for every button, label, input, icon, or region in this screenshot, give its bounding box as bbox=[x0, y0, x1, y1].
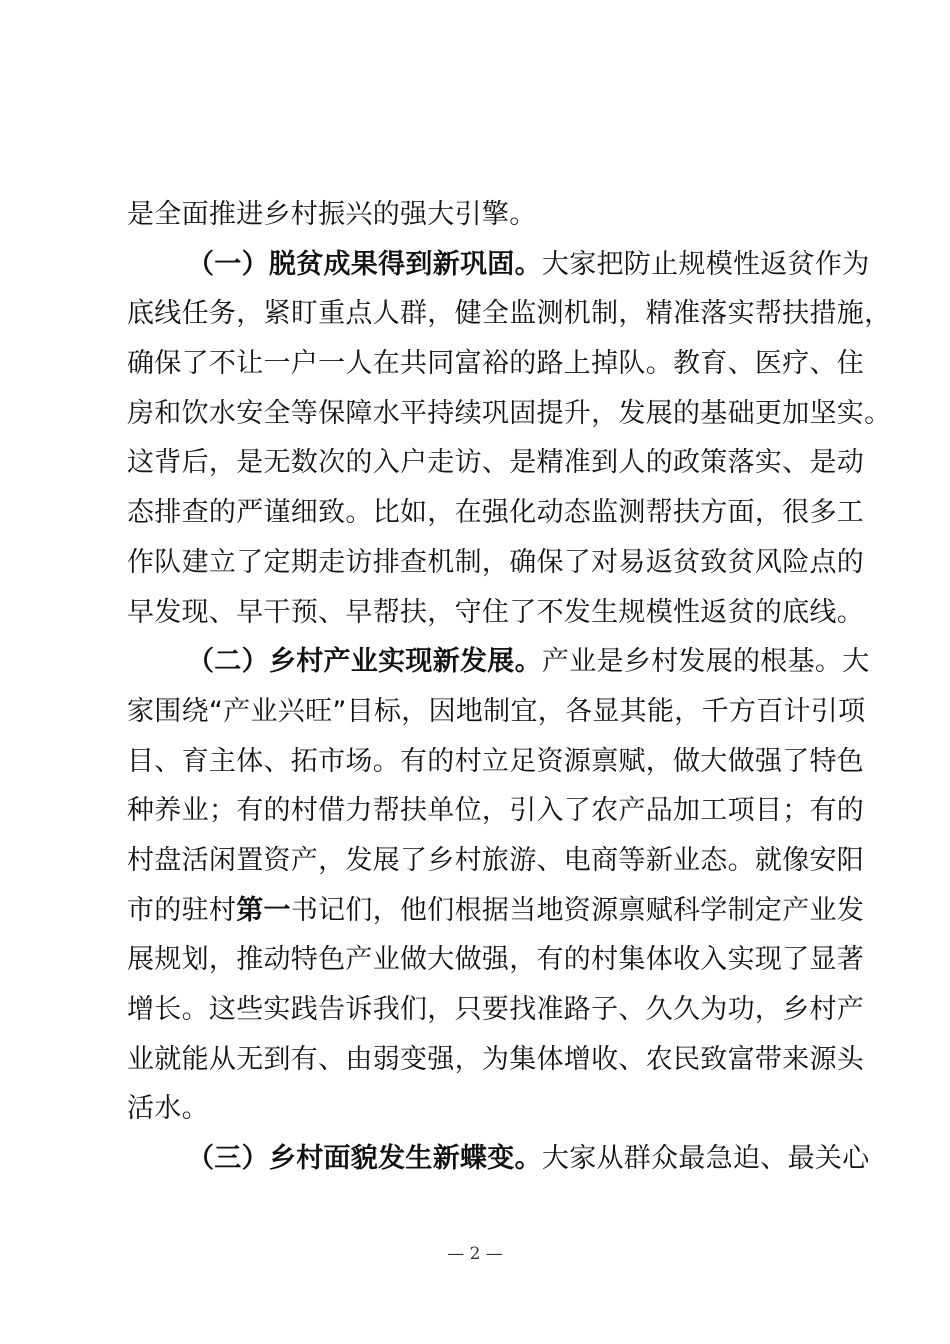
line-text: 种养业；有的村借力帮扶单位，引入了农产品加工项目；有的 bbox=[127, 795, 865, 827]
section-heading-line bbox=[127, 1134, 870, 1184]
line-text: 书记们，他们根据当地资源禀赋科学制定产业发 bbox=[290, 894, 865, 926]
line-text: 产业是乡村发展的根基。大 bbox=[541, 646, 870, 678]
line-text: 大家把防止规模性返贫作为 bbox=[541, 248, 870, 280]
line-text: 市的驻村 bbox=[127, 894, 237, 926]
line-text: 这背后，是无数次的入户走访、是精准到人的政策落实、是动 bbox=[127, 447, 865, 479]
text-line bbox=[127, 886, 865, 936]
text-line bbox=[127, 488, 865, 538]
line-text: 早发现、早干预、早帮扶，守住了不发生规模性返贫的底线。 bbox=[127, 596, 865, 628]
text-line bbox=[127, 836, 865, 886]
line-text: 作队建立了定期走访排查机制，确保了对易返贫致贫风险点的 bbox=[127, 546, 865, 578]
line-text: 活水。 bbox=[127, 1093, 209, 1125]
section-heading-2: （二）乡村产业实现新发展。 bbox=[187, 646, 542, 678]
line-text: 是全面推进乡村振兴的强大引擎。 bbox=[127, 199, 537, 230]
line-text: 村盘活闲置资产，发展了乡村旅游、电商等新业态。就像安阳 bbox=[127, 844, 865, 876]
text-line bbox=[127, 687, 866, 737]
line-text: 态排查的严谨细致。比如，在强化动态监测帮扶方面，很多工 bbox=[127, 497, 865, 529]
line-text: 确保了不让一户一人在共同富裕的路上掉队。教育、医疗、住 bbox=[127, 348, 865, 380]
line-text: 房和饮水安全等保障水平持续巩固提升，发展的基础更加坚实。 bbox=[127, 397, 892, 429]
text-line bbox=[127, 538, 865, 588]
section-heading-line bbox=[127, 637, 870, 687]
section-heading-3: （三）乡村面貌发生新蝶变。 bbox=[187, 1143, 542, 1175]
page-number: — 2 — bbox=[447, 1244, 503, 1264]
text-line bbox=[127, 1035, 865, 1085]
text-line bbox=[127, 786, 865, 836]
line-text: 大家从群众最急迫、最关心 bbox=[541, 1143, 870, 1175]
section-heading-line bbox=[127, 240, 870, 290]
line-text: 增长。这些实践告诉我们，只要找准路子、久久为功，乡村产 bbox=[127, 994, 865, 1025]
body-text bbox=[127, 190, 892, 1184]
line-text: 业就能从无到有、由弱变强，为集体增收、农民致富带来源头 bbox=[127, 1043, 865, 1075]
text-line bbox=[127, 985, 865, 1035]
text-line bbox=[127, 389, 892, 439]
text-line bbox=[127, 1084, 849, 1134]
text-line bbox=[127, 339, 865, 389]
section-heading-1: （一）脱贫成果得到新巩固。 bbox=[187, 248, 542, 280]
text-line bbox=[127, 438, 865, 488]
text-line bbox=[127, 190, 849, 240]
text-line bbox=[127, 289, 892, 339]
line-text: 底线任务，紧盯重点人群，健全监测机制，精准落实帮扶措施， bbox=[127, 298, 892, 330]
text-line bbox=[127, 935, 865, 985]
line-text: 目、育主体、拓市场。有的村立足资源禀赋，做大做强了特色 bbox=[127, 745, 865, 777]
text-line bbox=[127, 588, 865, 638]
line-text: 家围绕“产业兴旺”目标，因地制宜，各显其能，千方百计引项 bbox=[127, 695, 866, 727]
line-text: 展规划，推动特色产业做大做强，有的村集体收入实现了显著 bbox=[127, 944, 865, 976]
text-line bbox=[127, 737, 865, 787]
bold-phrase: 第一 bbox=[236, 894, 291, 926]
